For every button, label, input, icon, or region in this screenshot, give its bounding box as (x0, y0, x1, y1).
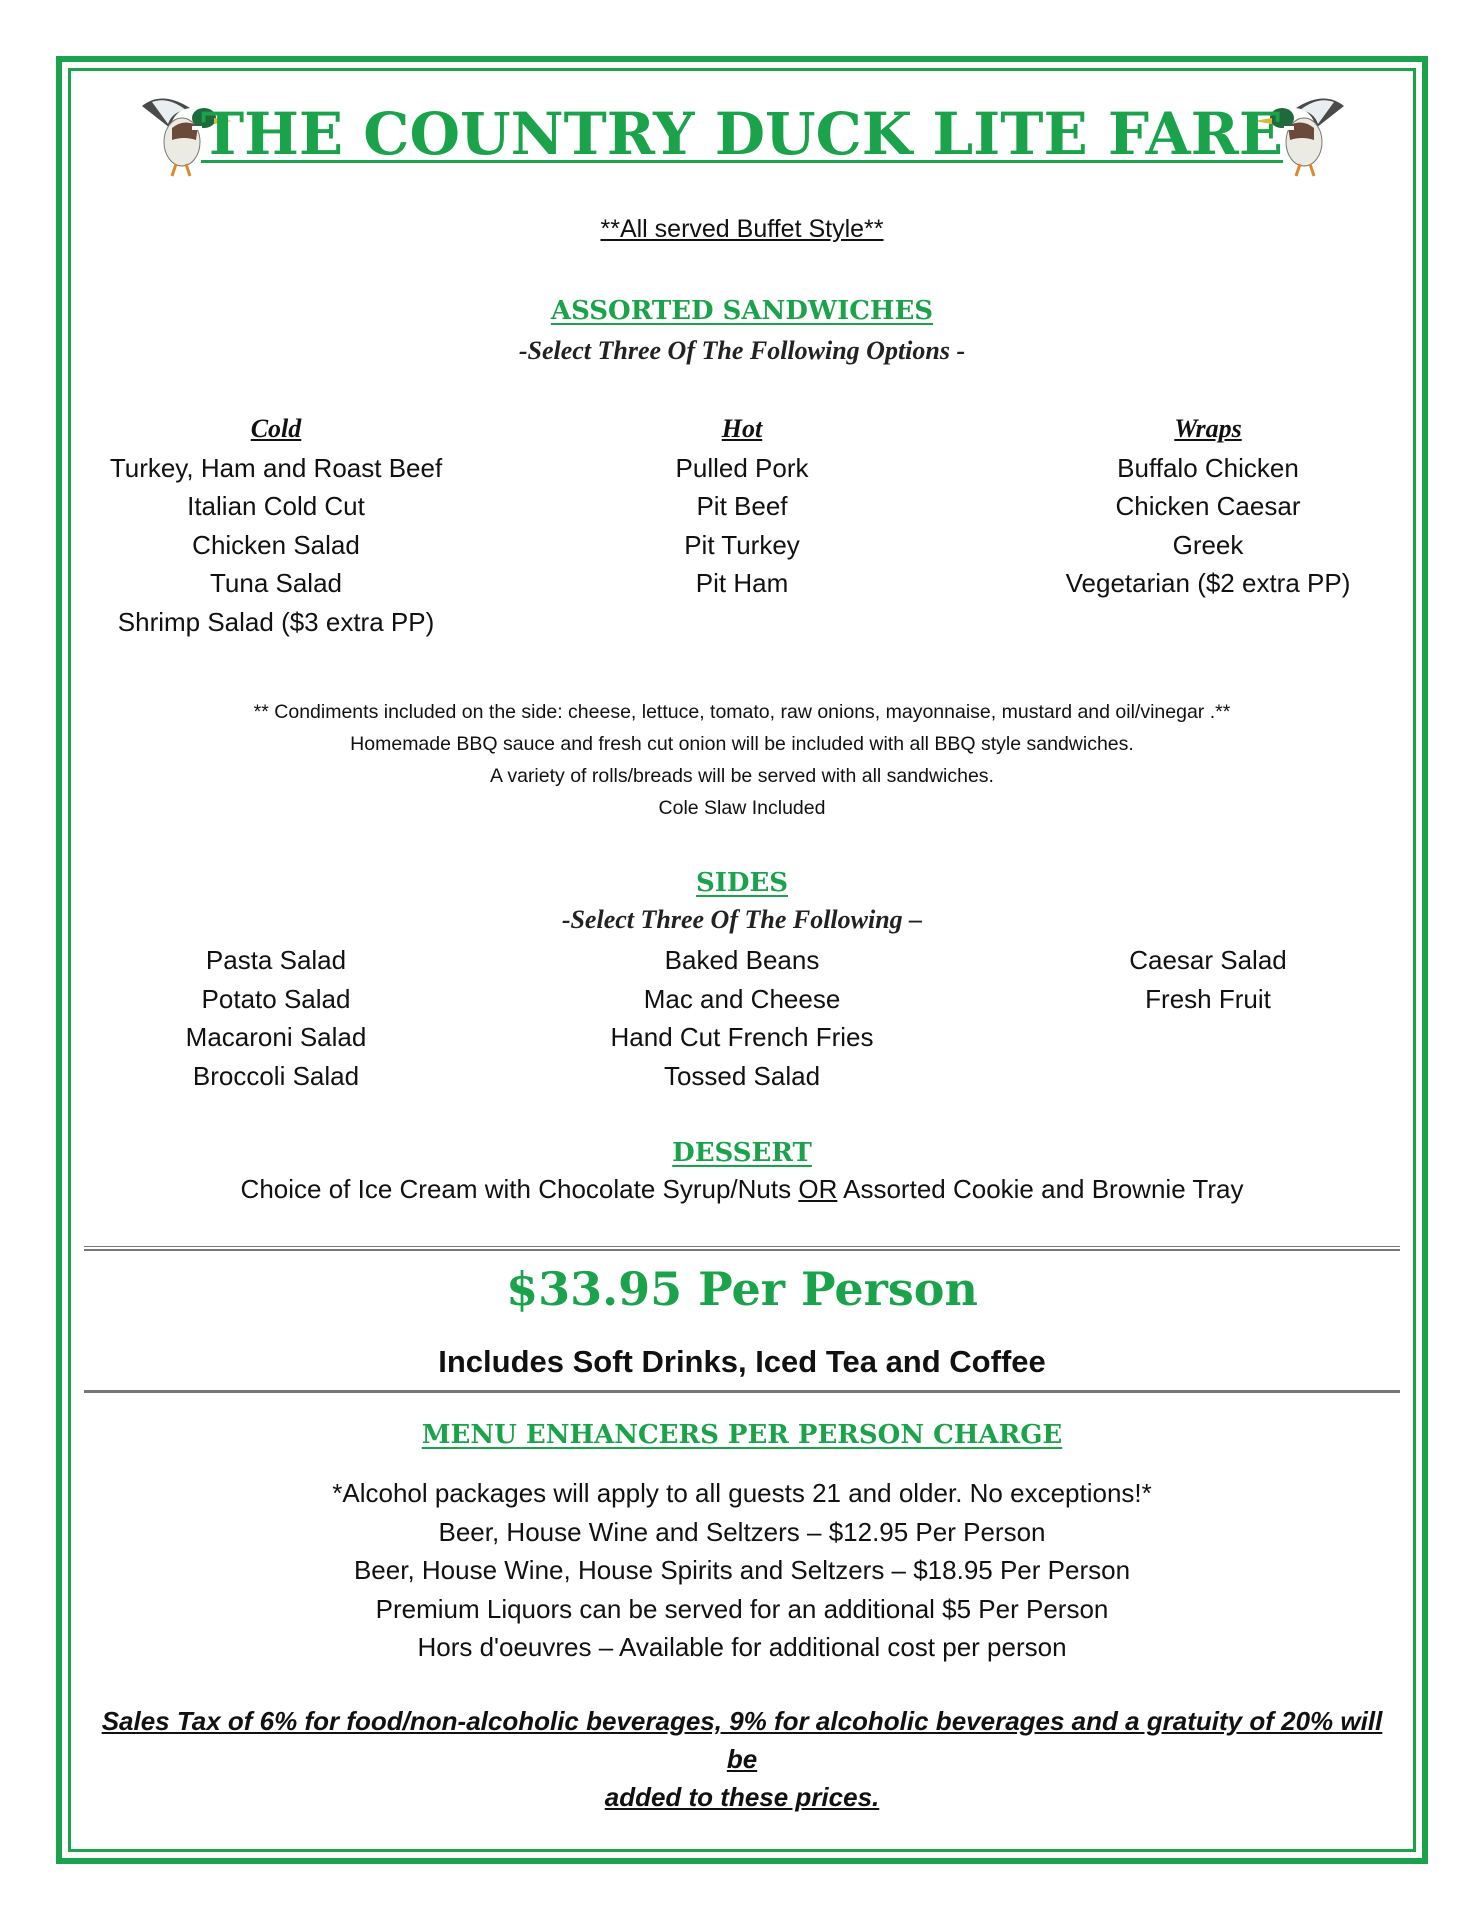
column-heading: Hot (721, 414, 763, 443)
sandwich-column-wraps (1016, 410, 1400, 603)
list-item: Vegetarian ($2 extra PP) (1065, 568, 1351, 598)
list-item: Caesar Salad (1129, 945, 1287, 975)
sandwiches-heading: ASSORTED SANDWICHES (550, 296, 934, 326)
dessert-text: Assorted Cookie and Brownie Tray (837, 1174, 1244, 1204)
tax-gratuity-note (96, 1702, 1388, 1816)
sides-column-2 (550, 941, 934, 1095)
list-item: Chicken Caesar (1115, 491, 1301, 521)
list-item: Fresh Fruit (1145, 983, 1271, 1014)
list-item: Beer, House Wine and Seltzers – $12.95 Per Person (438, 1516, 1046, 1547)
condiments-note: ** Condiments included on the side: cheese, lettuce, tomato, raw onions, mayonnaise, mustard and oil/vinegar .** (253, 701, 1231, 723)
list-item: Greek (1172, 529, 1244, 560)
divider (84, 1249, 1400, 1251)
breads-note: A variety of rolls/breads will be served with all sandwiches. (490, 765, 994, 787)
list-item: Buffalo Chicken (1117, 452, 1299, 483)
list-item: Shrimp Salad ($3 extra PP) (117, 606, 435, 637)
list-item: Italian Cold Cut (187, 491, 365, 521)
sides-column-1 (84, 941, 468, 1095)
sandwiches-select-note: -Select Three Of The Following Options - (518, 336, 966, 365)
sides-column-3 (1016, 941, 1400, 1018)
dessert-description (0, 1174, 1484, 1205)
column-heading: Cold (250, 414, 302, 443)
includes-drinks: Includes Soft Drinks, Iced Tea and Coffee (438, 1344, 1046, 1379)
sandwich-fine-print (0, 696, 1484, 824)
list-item: Tuna Salad (209, 568, 343, 598)
list-item: Beer, House Wine, House Spirits and Seltzers – $18.95 Per Person (353, 1555, 1131, 1585)
dessert-text: Choice of Ice Cream with Chocolate Syrup/Nuts (240, 1174, 799, 1204)
page-title: THE COUNTRY DUCK LITE FARE (200, 100, 1284, 168)
list-item: Baked Beans (664, 945, 820, 975)
list-item: Macaroni Salad (185, 1022, 367, 1052)
list-item: Mac and Cheese (643, 983, 841, 1014)
list-item: Pit Turkey (684, 529, 800, 560)
list-item: Premium Liquors can be served for an additional $5 Per Person (375, 1593, 1109, 1624)
list-item: Pulled Pork (675, 452, 809, 483)
tax-line: Sales Tax of 6% for food/non-alcoholic beverages, 9% for alcoholic beverages and a gratuity of 20% will be (101, 1706, 1383, 1774)
cole-slaw-note: Cole Slaw Included (658, 797, 826, 819)
dessert-heading: DESSERT (672, 1138, 812, 1168)
bbq-note: Homemade BBQ sauce and fresh cut onion will be included with all BBQ style sandwiches. (350, 733, 1134, 755)
list-item: Turkey, Ham and Roast Beef (109, 452, 443, 483)
list-item: Hors d'oeuvres – Available for additional cost per person (417, 1632, 1067, 1662)
list-item: Chicken Salad (192, 529, 360, 560)
list-item: Pit Beef (696, 491, 788, 521)
list-item: Hand Cut French Fries (610, 1022, 874, 1052)
list-item: Pit Ham (695, 568, 789, 598)
list-item: Potato Salad (201, 983, 351, 1014)
service-style-note: **All served Buffet Style** (600, 215, 884, 243)
list-item: Pasta Salad (205, 945, 347, 975)
sandwich-column-hot (550, 410, 934, 603)
tax-line: added to these prices. (604, 1782, 880, 1812)
divider (84, 1246, 1400, 1247)
list-item: Broccoli Salad (192, 1060, 360, 1091)
column-heading: Wraps (1174, 414, 1242, 443)
price-per-person: $33.95 Per Person (506, 1262, 978, 1316)
divider (84, 1390, 1400, 1393)
enhancers-heading: MENU ENHANCERS PER PERSON CHARGE (421, 1420, 1063, 1450)
dessert-or: OR (798, 1174, 838, 1204)
sandwich-column-cold (84, 410, 468, 641)
enhancers-list (0, 1474, 1484, 1667)
list-item: *Alcohol packages will apply to all guests 21 and older. No exceptions!* (332, 1478, 1152, 1508)
sides-select-note: -Select Three Of The Following – (561, 905, 923, 934)
list-item: Tossed Salad (663, 1060, 821, 1091)
sides-heading: SIDES (695, 868, 789, 898)
